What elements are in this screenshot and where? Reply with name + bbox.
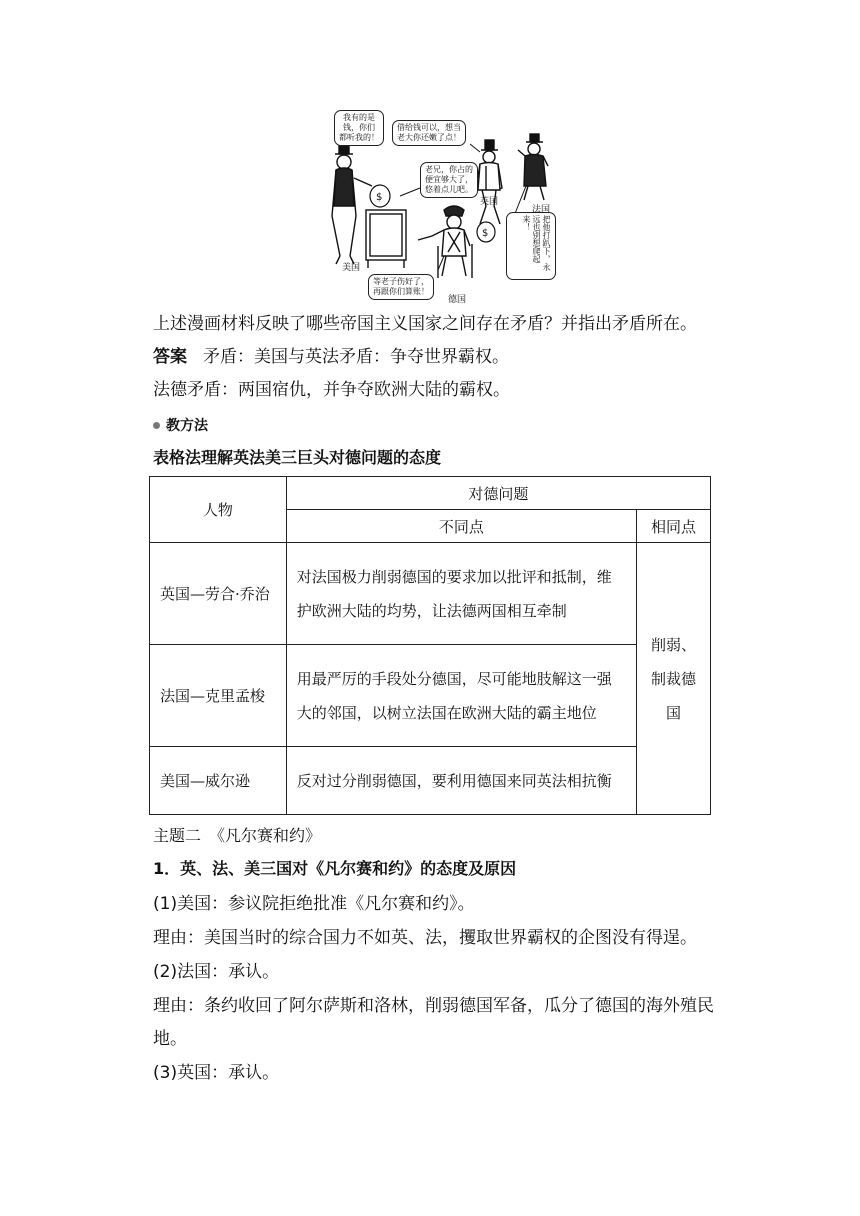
header-same: 相同点 xyxy=(637,510,711,543)
table-title: 表格法理解英法美三巨头对德问题的态度 xyxy=(153,448,442,467)
table-row xyxy=(150,543,711,645)
uk-speech-bubble-1: 借给钱可以，想当 老大你还嫩了点！ xyxy=(392,120,466,146)
table-row xyxy=(150,747,711,815)
method-heading xyxy=(153,414,208,438)
svg-text:$: $ xyxy=(376,192,383,203)
method-label: 教方法 xyxy=(166,418,208,434)
uk-speech-bubble-2: 老兄，你占的 便宜够大了， 悠着点儿吧。 xyxy=(420,162,478,198)
svg-text:$: $ xyxy=(482,228,489,239)
row-diff: 反对过分削弱德国，要利用德国来同英法相抗衡 xyxy=(286,747,636,815)
topic2-heading: 主题二 《凡尔赛和约》 xyxy=(153,826,322,845)
usa-speech-bubble: 我有的是 钱，你们 都听我的！ xyxy=(334,110,384,146)
label-usa: 美国 xyxy=(342,263,361,273)
answer-line-1 xyxy=(153,345,509,369)
label-uk: 英国 xyxy=(480,197,499,207)
france-speech-bubble: 把他打趴下，永远也别想爬起来！ xyxy=(506,212,556,280)
header-issue: 对德问题 xyxy=(286,477,710,510)
header-diff: 不同点 xyxy=(286,510,636,543)
label-germany: 德国 xyxy=(448,295,467,305)
row-diff: 用最严厉的手段处分德国，尽可能地肢解这一强大的邻国，以树立法国在欧洲大陆的霸主地位 xyxy=(286,645,636,747)
cartoon-illustration xyxy=(320,106,560,304)
header-person: 人物 xyxy=(150,477,287,543)
comparison-table xyxy=(149,476,711,815)
row-person: 英国—劳合·乔治 xyxy=(150,543,287,645)
question-text: 上述漫画材料反映了哪些帝国主义国家之间存在矛盾？并指出矛盾所在。 xyxy=(153,314,697,334)
topic2-item-6: (3)英国：承认。 xyxy=(153,1063,280,1083)
topic2-item-4: 理由：条约收回了阿尔萨斯和洛林，削弱德国军备，瓜分了德国的海外殖民 xyxy=(153,996,714,1016)
germany-speech-bubble: 等老子伤好了， 再跟你们算账！ xyxy=(368,274,434,300)
same-cell: 削弱、制裁德国 xyxy=(637,543,711,815)
row-diff: 对法国极力削弱德国的要求加以批评和抵制，维护欧洲大陆的均势，让法德两国相互牵制 xyxy=(286,543,636,645)
topic2-item-1: (1)美国：参议院拒绝批准《凡尔赛和约》。 xyxy=(153,894,475,914)
answer-label: 答案 xyxy=(153,347,187,367)
table-header-row xyxy=(150,477,711,510)
bullet-dot-icon xyxy=(153,422,160,429)
topic2-sub1: 1．英、法、美三国对《凡尔赛和约》的态度及原因 xyxy=(153,859,517,878)
row-person: 美国—威尔逊 xyxy=(150,747,287,815)
table-row xyxy=(150,645,711,747)
answer-text-1: 矛盾：美国与英法矛盾：争夺世界霸权。 xyxy=(203,347,509,367)
topic2-item-3: (2)法国：承认。 xyxy=(153,962,280,982)
label-france: 法国 xyxy=(532,205,551,215)
answer-line-2: 法德矛盾：两国宿仇，并争夺欧洲大陆的霸权。 xyxy=(153,380,510,400)
row-person: 法国—克里孟梭 xyxy=(150,645,287,747)
topic2-item-5: 地。 xyxy=(153,1029,187,1049)
topic2-item-2: 理由：美国当时的综合国力不如英、法，攫取世界霸权的企图没有得逞。 xyxy=(153,928,697,948)
